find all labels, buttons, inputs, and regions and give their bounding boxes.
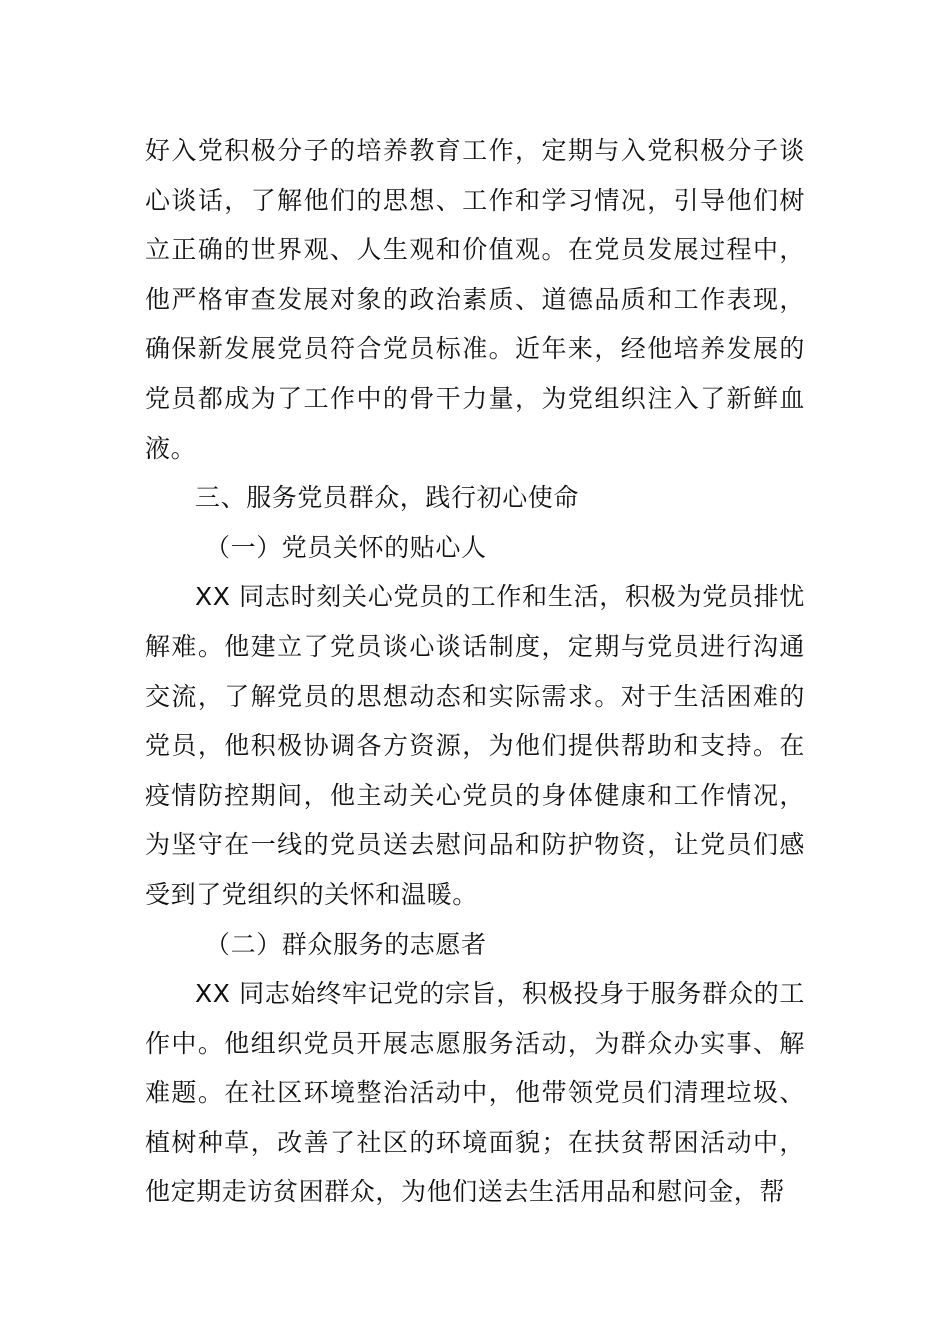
paragraph-party-member-development: 好入党积极分子的培养教育工作，定期与入党积极分子谈心谈话，了解他们的思想、工作和学习情况，引导他们树立正确的世界观、人生观和价值观。在党员发展过程中，他严格审查发展对象的政治素质、道德品质和工作表现，确保新发展党员符合党员标准。近年来，经他培养发展的党员都成为了工作中的骨干力量，为党组织注入了新鲜血液。 <box>145 136 805 463</box>
section-heading-serve-members-masses: 三、服务党员群众，践行初心使命 <box>195 483 580 513</box>
subheading-mass-service-volunteer: （二）群众服务的志愿者 <box>205 929 487 959</box>
paragraph-mass-service: XX 同志始终牢记党的宗旨，积极投身于服务群众的工作中。他组织党员开展志愿服务活动，为群众办实事、解难题。在社区环境整治活动中，他带领党员们清理垃圾、植树种草，改善了社区的环境面貌；在扶贫帮困活动中，他定期走访贫困群众，为他们送去生活用品和慰问金，帮 <box>145 979 805 1207</box>
document-body <box>145 126 805 1217</box>
paragraph-member-care: XX 同志时刻关心党员的工作和生活，积极为党员排忧解难。他建立了党员谈心谈话制度，定期与党员进行沟通交流，了解党员的思想动态和实际需求。对于生活困难的党员，他积极协调各方资源，为他们提供帮助和支持。在疫情防控期间，他主动关心党员的身体健康和工作情况，为坚守在一线的党员送去慰问品和防护物资，让党员们感受到了党组织的关怀和温暖。 <box>145 582 805 909</box>
subheading-member-care: （一）党员关怀的贴心人 <box>205 532 487 562</box>
